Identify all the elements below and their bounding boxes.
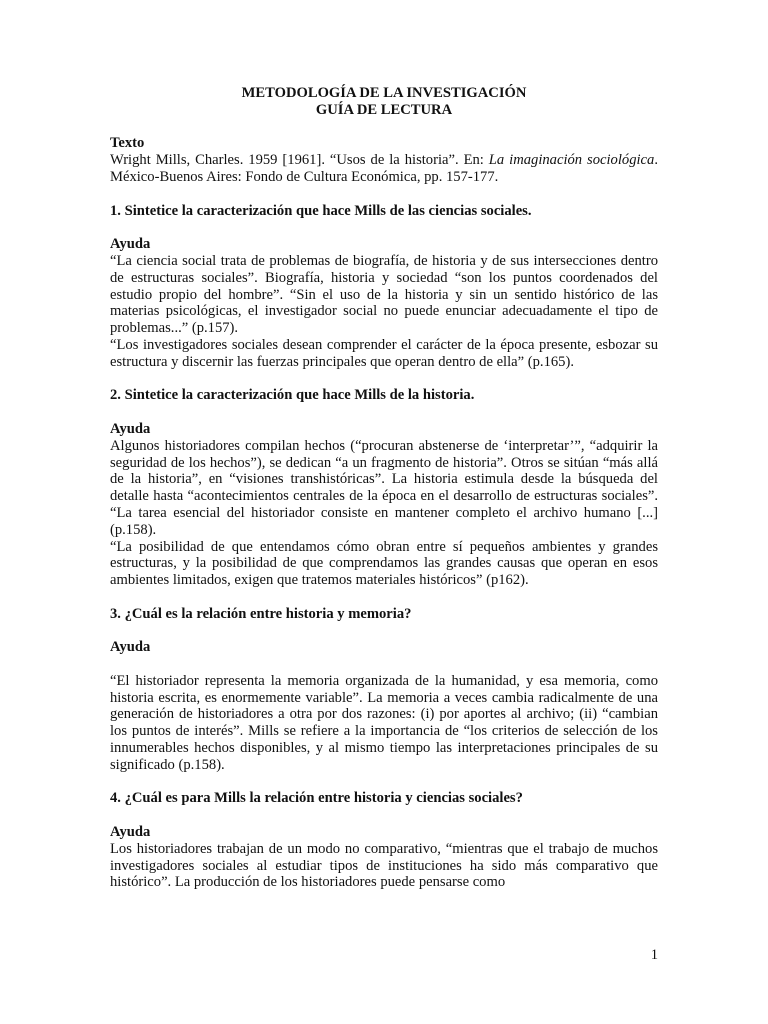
citation-publisher: . México-Buenos Aires: Fondo de Cultura Económica, pp. 157-177. <box>110 152 658 185</box>
help-paragraph: “La ciencia social trata de problemas de biografía, de historia y de sus intersecciones dentro de estructuras sociales”. Biografía, historia y sociedad “son los puntos coordenados del estudio propio del hombre”. “Sin el uso de la historia y sin un sentido histórico de las materias psicológicas, el investigador social no puede enunciar adecuadamente el tipo de problemas...” (p.157). <box>110 252 658 337</box>
help-paragraph: “La posibilidad de que entendamos cómo obran entre sí pequeños ambientes y grandes estructuras, y la posibilidad de que comprendamos las grandes causas que operan en esos ambientes limitados, exigen que tratemos materiales históricos” (p162). <box>110 538 658 589</box>
citation-book-title: La imaginación sociológica <box>488 152 655 169</box>
question-3: 3. ¿Cuál es la relación entre historia y memoria? <box>110 605 412 622</box>
citation-text: Wright Mills, Charles. 1959 [1961]. “Usos de la historia”. En: <box>110 152 489 169</box>
citation <box>110 152 658 186</box>
question-4: 4. ¿Cuál es para Mills la relación entre historia y ciencias sociales? <box>110 790 523 807</box>
help-label-2: Ayuda <box>110 420 151 437</box>
help-paragraph: “El historiador representa la memoria organizada de la humanidad, y esa memoria, como historia escrita, es enormemente variable”. La memoria a veces cambia radicalmente de una generación de historiadores a otra por dos razones: (i) por aportes al archivo; (ii) “cambian los puntos de interés”. Mills se refiere a la importancia de “los criterios de selección de los innumerables hechos disponibles, y al mismo tiempo las interpretaciones principales de su significado (p.158). <box>110 672 658 773</box>
document-title: METODOLOGÍA DE LA INVESTIGACIÓN <box>241 85 527 101</box>
texto-label: Texto <box>110 135 145 152</box>
help-paragraph: Los historiadores trabajan de un modo no comparativo, “mientras que el trabajo de muchos investigadores sociales al estudiar tipos de instituciones ha sido más comparativo que histórico”. La producción de los historiadores puede pensarse como <box>110 840 658 891</box>
question-2: 2. Sintetice la caracterización que hace Mills de la historia. <box>110 387 475 404</box>
document-body <box>110 85 658 891</box>
question-1: 1. Sintetice la caracterización que hace Mills de las ciencias sociales. <box>110 202 532 219</box>
help-paragraph: “Los investigadores sociales desean comprender el carácter de la época presente, esbozar su estructura y discernir las fuerzas principales que operan dentro de ella” (p.165). <box>110 336 658 370</box>
help-label-3: Ayuda <box>110 639 151 656</box>
document-subtitle: GUÍA DE LECTURA <box>315 101 453 118</box>
help-paragraph: Algunos historiadores compilan hechos (“procuran abstenerse de ‘interpretar’”, “adquirir la seguridad de los hechos”), se dedican “a un fragmento de historia”. Otros se sitúan “más allá de la historia”, en “visiones transhistóricas”. La historia estimula desde la búsqueda del detalle hasta “acontecimientos centrales de la época en el desarrollo de estructuras sociales”. “La tarea esencial del historiador consiste en mantener completo el archivo humano [...] (p.158). <box>110 437 658 538</box>
help-label-1: Ayuda <box>110 236 151 253</box>
help-label-4: Ayuda <box>110 824 151 841</box>
page-number: 1 <box>650 947 658 963</box>
